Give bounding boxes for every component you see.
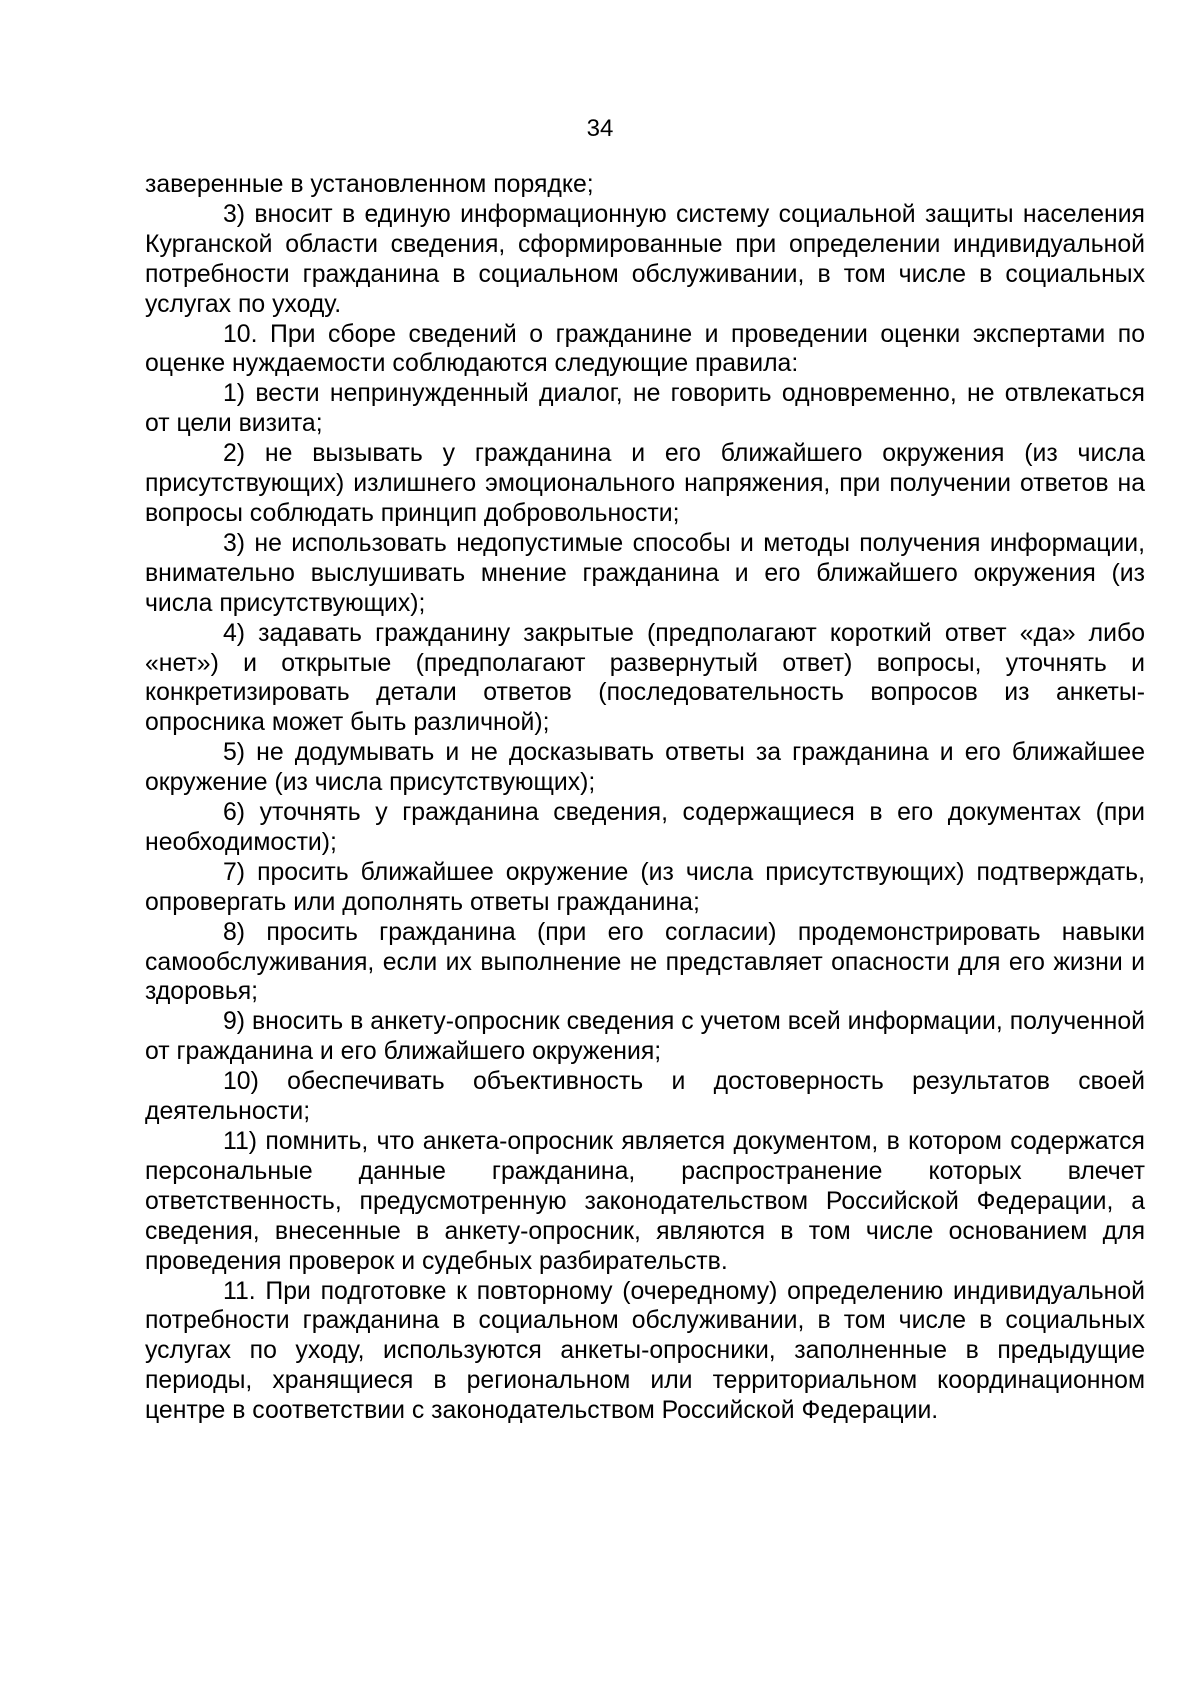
page-number: 34 [586, 115, 614, 142]
paragraph-rule-11: 11) помнить, что анкета-опросник является документом, в котором содержатся персональные данные гражданина, распространение которых влечет ответственность, предусмотренную законодательством Российской Федерации, а сведения, внесенные в анкету-опросник, являются в том числе основанием для проведения проверок и судебных разбирательств. [145, 1128, 1145, 1275]
paragraph-rule-3: 3) не использовать недопустимые способы и методы получения информации, внимательно выслушивать мнение гражданина и его ближайшего окружения (из числа присутствующих); [145, 529, 1145, 617]
document-body [145, 170, 1145, 1426]
paragraph-rule-10: 10) обеспечивать объективность и достоверность результатов своей деятельности; [145, 1068, 1145, 1126]
paragraph-rule-7: 7) просить ближайшее окружение (из числа присутствующих) подтверждать, опровергать или дополнять ответы гражданина; [145, 858, 1145, 916]
paragraph-rule-5: 5) не додумывать и не досказывать ответы за гражданина и его ближайшее окружение (из числа присутствующих); [145, 739, 1145, 797]
paragraph-item-3: 3) вносит в единую информационную систему социальной защиты населения Курганской области сведения, сформированные при определении индивидуальной потребности гражданина в социальном обслуживании, в том числе в социальных услугах по уходу. [145, 200, 1145, 318]
paragraph-rule-8: 8) просить гражданина (при его согласии) продемонстрировать навыки самообслуживания, если их выполнение не представляет опасности для его жизни и здоровья; [145, 918, 1145, 1006]
paragraph-rule-4: 4) задавать гражданину закрытые (предполагают короткий ответ «да» либо «нет») и открытые (предполагают развернутый ответ) вопросы, уточнять и конкретизировать детали ответов (последовательность вопросов из анкеты-опросника может быть различной); [145, 619, 1145, 737]
paragraph-rule-1: 1) вести непринужденный диалог, не говорить одновременно, не отвлекаться от цели визита; [145, 380, 1145, 438]
paragraph-rule-9: 9) вносить в анкету-опросник сведения с учетом всей информации, полученной от гражданина и его ближайшего окружения; [145, 1008, 1145, 1066]
paragraph-rule-6: 6) уточнять у гражданина сведения, содержащиеся в его документах (при необходимости); [145, 799, 1145, 856]
paragraph-clause-11: 11. При подготовке к повторному (очередному) определению индивидуальной потребности гражданина в социальном обслуживании, в том числе в социальных услугах по уходу, используются анкеты-опросники, заполненные в предыдущие периоды, хранящиеся в региональном или территориальном координационном центре в соответствии с законодательством Российской Федерации. [145, 1277, 1145, 1425]
paragraph-clause-10: 10. При сборе сведений о гражданине и проведении оценки экспертами по оценке нуждаемости соблюдаются следующие правила: [145, 320, 1145, 378]
paragraph-rule-2: 2) не вызывать у гражданина и его ближайшего окружения (из числа присутствующих) излишнего эмоционального напряжения, при получении ответов на вопросы соблюдать принцип добровольности; [145, 440, 1145, 527]
paragraph-continuation: заверенные в установленном порядке; [145, 171, 594, 198]
